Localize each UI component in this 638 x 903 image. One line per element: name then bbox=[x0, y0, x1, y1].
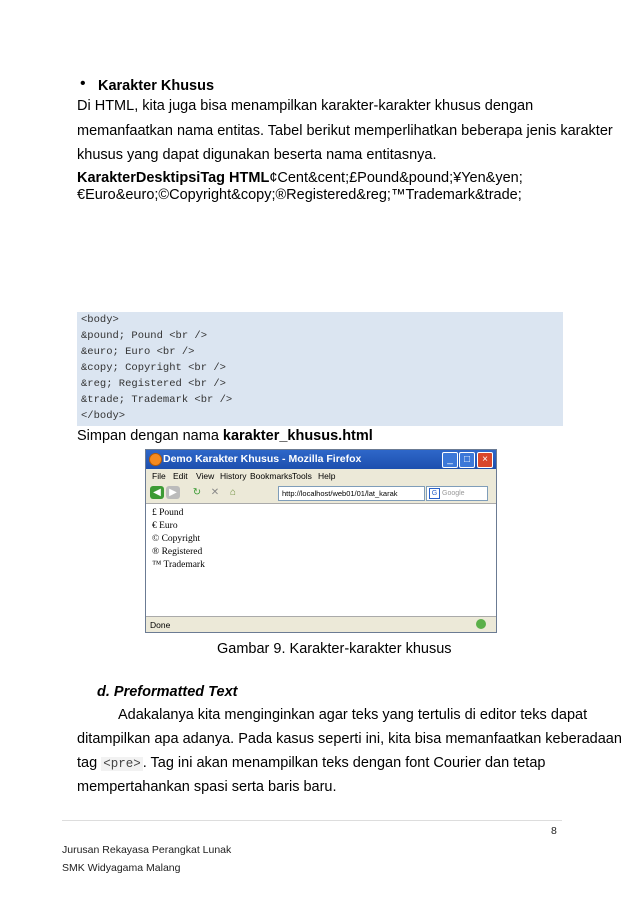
save-instruction bbox=[77, 427, 373, 445]
search-placeholder: Google bbox=[442, 490, 465, 497]
menu-help[interactable]: Help bbox=[318, 471, 336, 481]
text-fragment: tag bbox=[77, 755, 102, 771]
status-icon bbox=[476, 619, 486, 629]
footer-line: SMK Widyagama Malang bbox=[62, 862, 181, 874]
firefox-icon bbox=[149, 453, 162, 466]
save-filename: karakter_khusus.html bbox=[222, 428, 373, 444]
browser-content bbox=[146, 504, 496, 616]
output-line: ® Registered bbox=[152, 547, 203, 557]
paragraph-line: khusus yang dapat digunakan beserta nama entitasnya. bbox=[77, 147, 437, 163]
code-line: &trade; Trademark <br /> bbox=[81, 394, 233, 406]
output-line: € Euro bbox=[152, 521, 178, 531]
browser-menubar bbox=[146, 469, 496, 483]
menu-file[interactable]: File bbox=[152, 471, 166, 481]
entity-table-cells: ¢Cent&cent;£Pound&pound;¥Yen&yen; bbox=[269, 170, 523, 186]
minimize-icon[interactable]: _ bbox=[442, 452, 458, 468]
bullet-point: • bbox=[80, 75, 86, 92]
reload-icon[interactable]: ↻ bbox=[192, 487, 202, 498]
figure-caption: Gambar 9. Karakter-karakter khusus bbox=[217, 641, 452, 657]
browser-statusbar bbox=[146, 616, 496, 633]
entity-table-header: KarakterDesktipsiTag HTML bbox=[77, 170, 270, 186]
page-number: 8 bbox=[551, 825, 557, 837]
paragraph-line: Di HTML, kita juga bisa menampilkan karakter-karakter khusus dengan bbox=[77, 98, 534, 114]
close-icon[interactable]: × bbox=[477, 452, 493, 468]
code-line: &reg; Registered <br /> bbox=[81, 378, 226, 390]
entity-table-row bbox=[77, 170, 523, 186]
paragraph-line bbox=[77, 754, 545, 773]
code-line: &euro; Euro <br /> bbox=[81, 346, 195, 358]
paragraph-line: Adakalanya kita menginginkan agar teks yang tertulis di editor teks dapat bbox=[118, 707, 588, 723]
browser-screenshot bbox=[145, 449, 497, 633]
text-fragment: . Tag ini akan menampilkan teks dengan font Courier dan tetap bbox=[142, 755, 546, 771]
code-line: <body> bbox=[81, 314, 119, 326]
status-text: Done bbox=[150, 620, 171, 630]
pre-tag-code: <pre> bbox=[103, 757, 141, 771]
menu-bookmarks[interactable]: Bookmarks bbox=[250, 471, 293, 481]
menu-edit[interactable]: Edit bbox=[173, 471, 188, 481]
menu-view[interactable]: View bbox=[196, 471, 215, 481]
entity-table-row: €Euro&euro;©Copyright&copy;®Registered&reg;™Trademark&trade; bbox=[77, 187, 522, 203]
section-title: Karakter Khusus bbox=[98, 78, 215, 94]
code-line: </body> bbox=[81, 410, 126, 422]
code-line: &pound; Pound <br /> bbox=[81, 330, 208, 342]
forward-icon[interactable]: ▶ bbox=[166, 486, 180, 499]
search-input[interactable] bbox=[426, 486, 488, 501]
stop-icon[interactable]: ✕ bbox=[210, 487, 220, 498]
footer-divider bbox=[62, 820, 562, 821]
home-icon[interactable]: ⌂ bbox=[229, 487, 237, 498]
footer-line: Jurusan Rekayasa Perangkat Lunak bbox=[62, 844, 232, 856]
menu-history[interactable]: History bbox=[220, 471, 247, 481]
browser-title: Demo Karakter Khusus - Mozilla Firefox bbox=[163, 453, 362, 465]
browser-titlebar bbox=[146, 450, 496, 469]
save-prefix: Simpan dengan nama bbox=[77, 428, 223, 444]
paragraph-line: ditampilkan apa adanya. Pada kasus seperti ini, kita bisa memanfaatkan keberadaan bbox=[77, 731, 622, 747]
browser-navbar bbox=[146, 483, 496, 504]
code-block bbox=[77, 312, 563, 426]
google-icon: G bbox=[429, 488, 440, 499]
subsection-title: d. Preformatted Text bbox=[97, 684, 238, 700]
maximize-icon[interactable]: □ bbox=[459, 452, 475, 468]
paragraph-line: memanfaatkan nama entitas. Tabel berikut memperlihatkan beberapa jenis karakter bbox=[77, 123, 613, 139]
output-line: © Copyright bbox=[152, 534, 201, 544]
output-line: £ Pound bbox=[152, 508, 184, 518]
output-line: ™ Trademark bbox=[152, 560, 205, 570]
back-icon[interactable]: ◀ bbox=[150, 486, 164, 499]
address-bar[interactable]: http://localhost/web01/01/lat_karak bbox=[278, 486, 425, 501]
code-line: &copy; Copyright <br /> bbox=[81, 362, 226, 374]
paragraph-line: mempertahankan spasi serta baris baru. bbox=[77, 779, 337, 795]
menu-tools[interactable]: Tools bbox=[292, 471, 312, 481]
